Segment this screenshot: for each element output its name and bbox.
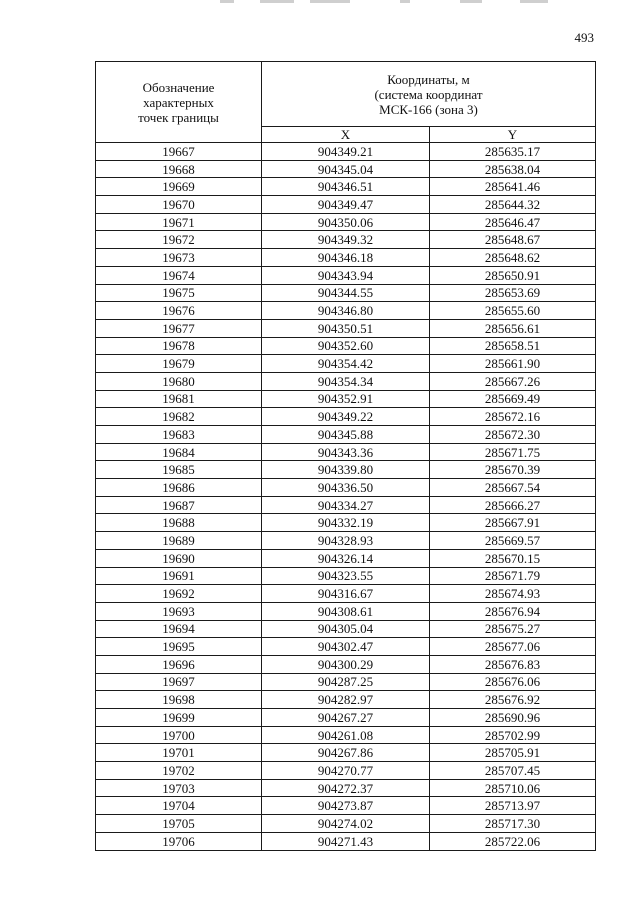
x-coordinate-cell: 904354.34 [262,372,430,390]
point-id-cell: 19691 [96,567,262,585]
x-coordinate-cell: 904323.55 [262,567,430,585]
point-id-cell: 19667 [96,143,262,161]
x-coordinate-cell: 904344.55 [262,284,430,302]
table-row [96,815,596,833]
x-coordinate-cell: 904326.14 [262,549,430,567]
point-id-cell: 19697 [96,673,262,691]
x-coordinate-cell: 904300.29 [262,655,430,673]
x-coordinate-cell: 904350.51 [262,319,430,337]
point-id-cell: 19694 [96,620,262,638]
x-coordinate-cell: 904267.86 [262,744,430,762]
table-row [96,567,596,585]
point-id-cell: 19696 [96,655,262,673]
y-coordinate-cell: 285677.06 [430,638,596,656]
y-coordinate-cell: 285656.61 [430,319,596,337]
point-id-cell: 19695 [96,638,262,656]
scan-artifact [220,0,550,4]
point-id-cell: 19674 [96,266,262,284]
table-row [96,178,596,196]
point-id-cell: 19668 [96,160,262,178]
y-coordinate-cell: 285638.04 [430,160,596,178]
table-row [96,673,596,691]
header-point-designation: Обозначение характерных точек границы [96,62,262,143]
x-coordinate-cell: 904349.22 [262,408,430,426]
header-x: X [262,127,430,143]
point-id-cell: 19698 [96,691,262,709]
table-row [96,302,596,320]
x-coordinate-cell: 904328.93 [262,532,430,550]
x-coordinate-cell: 904336.50 [262,479,430,497]
y-coordinate-cell: 285671.75 [430,443,596,461]
x-coordinate-cell: 904332.19 [262,514,430,532]
y-coordinate-cell: 285650.91 [430,266,596,284]
x-coordinate-cell: 904339.80 [262,461,430,479]
table-row [96,284,596,302]
y-coordinate-cell: 285717.30 [430,815,596,833]
y-coordinate-cell: 285674.93 [430,585,596,603]
point-id-cell: 19685 [96,461,262,479]
y-coordinate-cell: 285722.06 [430,832,596,850]
point-id-cell: 19683 [96,426,262,444]
y-coordinate-cell: 285705.91 [430,744,596,762]
point-id-cell: 19692 [96,585,262,603]
x-coordinate-cell: 904273.87 [262,797,430,815]
y-coordinate-cell: 285702.99 [430,726,596,744]
table-row [96,390,596,408]
page-number: 493 [574,30,594,45]
point-id-cell: 19670 [96,196,262,214]
y-coordinate-cell: 285644.32 [430,196,596,214]
y-coordinate-cell: 285669.57 [430,532,596,550]
x-coordinate-cell: 904316.67 [262,585,430,603]
table-row [96,266,596,284]
y-coordinate-cell: 285653.69 [430,284,596,302]
point-id-cell: 19679 [96,355,262,373]
table-row [96,426,596,444]
point-id-cell: 19681 [96,390,262,408]
y-coordinate-cell: 285666.27 [430,496,596,514]
table-row [96,585,596,603]
y-coordinate-cell: 285670.39 [430,461,596,479]
point-id-cell: 19693 [96,602,262,620]
table-row [96,213,596,231]
y-coordinate-cell: 285676.06 [430,673,596,691]
point-id-cell: 19700 [96,726,262,744]
y-coordinate-cell: 285676.94 [430,602,596,620]
table-row [96,549,596,567]
point-id-cell: 19677 [96,319,262,337]
x-coordinate-cell: 904334.27 [262,496,430,514]
y-coordinate-cell: 285648.67 [430,231,596,249]
y-coordinate-cell: 285676.83 [430,655,596,673]
point-id-cell: 19672 [96,231,262,249]
point-id-cell: 19706 [96,832,262,850]
y-coordinate-cell: 285641.46 [430,178,596,196]
table-row [96,602,596,620]
coordinates-table [95,61,596,851]
x-coordinate-cell: 904352.60 [262,337,430,355]
table-row [96,532,596,550]
point-id-cell: 19669 [96,178,262,196]
point-id-cell: 19675 [96,284,262,302]
y-coordinate-cell: 285672.16 [430,408,596,426]
y-coordinate-cell: 285671.79 [430,567,596,585]
y-coordinate-cell: 285658.51 [430,337,596,355]
x-coordinate-cell: 904346.18 [262,249,430,267]
table-row [96,461,596,479]
table-row [96,160,596,178]
x-coordinate-cell: 904345.04 [262,160,430,178]
point-id-cell: 19676 [96,302,262,320]
table-row [96,249,596,267]
table-row [96,231,596,249]
y-coordinate-cell: 285655.60 [430,302,596,320]
point-id-cell: 19690 [96,549,262,567]
point-id-cell: 19680 [96,372,262,390]
y-coordinate-cell: 285648.62 [430,249,596,267]
point-id-cell: 19678 [96,337,262,355]
point-id-cell: 19689 [96,532,262,550]
table-row [96,479,596,497]
x-coordinate-cell: 904261.08 [262,726,430,744]
point-id-cell: 19702 [96,762,262,780]
x-coordinate-cell: 904345.88 [262,426,430,444]
table-body [96,143,596,851]
y-coordinate-cell: 285646.47 [430,213,596,231]
y-coordinate-cell: 285667.54 [430,479,596,497]
table-row [96,620,596,638]
table-row [96,779,596,797]
y-coordinate-cell: 285676.92 [430,691,596,709]
table-row [96,797,596,815]
table-row [96,762,596,780]
x-coordinate-cell: 904349.21 [262,143,430,161]
x-coordinate-cell: 904308.61 [262,602,430,620]
x-coordinate-cell: 904274.02 [262,815,430,833]
x-coordinate-cell: 904302.47 [262,638,430,656]
y-coordinate-cell: 285675.27 [430,620,596,638]
x-coordinate-cell: 904349.32 [262,231,430,249]
y-coordinate-cell: 285661.90 [430,355,596,373]
table-header [96,62,596,143]
y-coordinate-cell: 285667.26 [430,372,596,390]
header-y: Y [430,127,596,143]
x-coordinate-cell: 904352.91 [262,390,430,408]
x-coordinate-cell: 904305.04 [262,620,430,638]
point-id-cell: 19688 [96,514,262,532]
y-coordinate-cell: 285690.96 [430,709,596,727]
x-coordinate-cell: 904343.36 [262,443,430,461]
x-coordinate-cell: 904343.94 [262,266,430,284]
point-id-cell: 19705 [96,815,262,833]
y-coordinate-cell: 285669.49 [430,390,596,408]
table-row [96,691,596,709]
point-id-cell: 19671 [96,213,262,231]
table-row [96,832,596,850]
point-id-cell: 19673 [96,249,262,267]
x-coordinate-cell: 904346.80 [262,302,430,320]
x-coordinate-cell: 904272.37 [262,779,430,797]
table-row [96,638,596,656]
point-id-cell: 19703 [96,779,262,797]
table-row [96,355,596,373]
point-id-cell: 19701 [96,744,262,762]
y-coordinate-cell: 285713.97 [430,797,596,815]
point-id-cell: 19686 [96,479,262,497]
x-coordinate-cell: 904354.42 [262,355,430,373]
x-coordinate-cell: 904346.51 [262,178,430,196]
table-row [96,726,596,744]
y-coordinate-cell: 285635.17 [430,143,596,161]
table-row [96,709,596,727]
y-coordinate-cell: 285670.15 [430,549,596,567]
point-id-cell: 19704 [96,797,262,815]
header-coordinates: Координаты, м (система координат МСК-166 (зона 3) [262,62,596,127]
point-id-cell: 19687 [96,496,262,514]
x-coordinate-cell: 904267.27 [262,709,430,727]
point-id-cell: 19699 [96,709,262,727]
table-row [96,514,596,532]
table-row [96,655,596,673]
y-coordinate-cell: 285667.91 [430,514,596,532]
x-coordinate-cell: 904271.43 [262,832,430,850]
y-coordinate-cell: 285710.06 [430,779,596,797]
table-row [96,496,596,514]
table-row [96,408,596,426]
x-coordinate-cell: 904270.77 [262,762,430,780]
table-row [96,196,596,214]
point-id-cell: 19682 [96,408,262,426]
table-row [96,319,596,337]
table-row [96,443,596,461]
point-id-cell: 19684 [96,443,262,461]
x-coordinate-cell: 904349.47 [262,196,430,214]
x-coordinate-cell: 904350.06 [262,213,430,231]
table-row [96,744,596,762]
x-coordinate-cell: 904287.25 [262,673,430,691]
y-coordinate-cell: 285707.45 [430,762,596,780]
y-coordinate-cell: 285672.30 [430,426,596,444]
table-row [96,372,596,390]
x-coordinate-cell: 904282.97 [262,691,430,709]
table-row [96,337,596,355]
table-row [96,143,596,161]
